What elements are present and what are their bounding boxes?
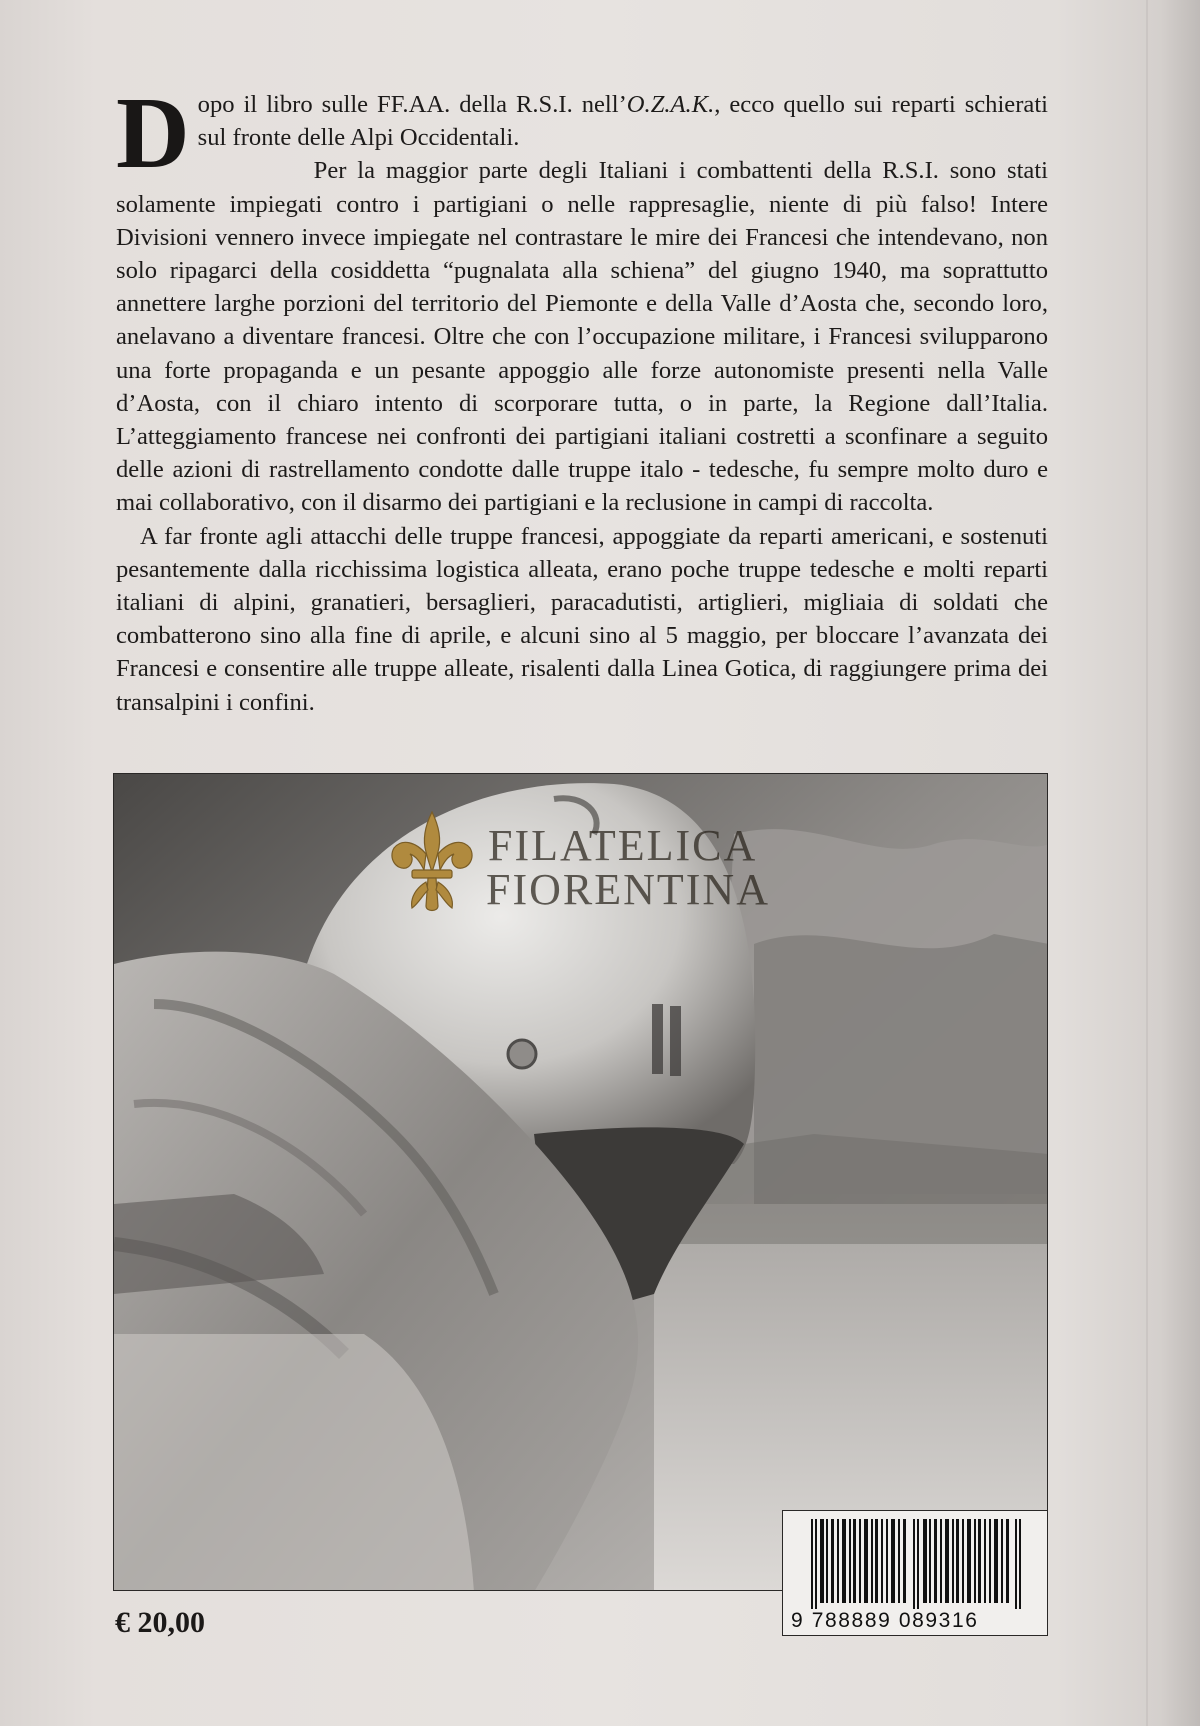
blurb-paragraph-2: Per la maggior parte degli Italiani i combattenti della R.S.I. sono stati solamente impiegati contro i partigiani o nelle rappresaglie, niente di più falso! Intere Divisioni vennero invece impiegate nel contrastare le mire dei Francesi che intendevano, non solo ripagarci della cosiddetta “pugnalata alla schiena” del giugno 1940, ma soprattutto annettere larghe porzioni del territorio del Piemonte e della Valle d’Aosta che, secondo loro, anelavano a diventare francesi. Oltre che con l’occupazione militare, i Francesi svilupparono una forte propaganda e un pesante appoggio alle forze autonomiste presenti nella Valle d’Aosta, con il chiaro intento di scorporare tutta, o in parte, la Regione dall’Italia. L’atteggiamento francese nei confronti dei partigiani italiani costretti a sconfinare a seguito delle azioni di rastrellamento condotte dalle truppe italo - tedesche, fu sempre molto duro e mai collaborativo, con il disarmo dei partigiani e la reclusione in campi di raccolta. [116,157,1048,517]
blurb-paragraph-1 [116,77,1048,190]
watermark-line-1: FILATELICA [488,821,758,870]
blurb-p1-text-b: , ecco quello sui reparti schierati sul fronte delle Alpi Occidentali. [197,91,1048,152]
watermark-line-2: FIORENTINA [486,865,770,914]
barcode-bars [811,1519,1025,1609]
spine-shadow [1160,0,1200,1726]
drop-cap-letter: D [116,77,190,190]
price-label: € 20,00 [115,1606,205,1639]
blurb-p1-italic: O.Z.A.K. [626,91,715,118]
soldier-helmet-photo [113,773,1048,1591]
isbn-digits: 9 788889 089316 [791,1609,979,1632]
blurb-p1-text-a: opo il libro sulle FF.AA. della R.S.I. nell’ [197,91,627,118]
blurb-paragraph-3: A far fronte agli attacchi delle truppe francesi, appoggiate da reparti americani, e sostenuti pesantemente dalla ricchissima logistica alleata, erano poche truppe tedesche e molti reparti italiani di alpini, granatieri, bersaglieri, paracadutisti, artiglieri, migliaia di soldati che combatterono sino alla fine di aprile, e alcuni sino al 5 maggio, per bloccare l’avanzata dei Francesi e consentire alle truppe alleate, risalenti dalla Linea Gotica, di raggiungere prima dei transalpini i confini. [116,522,1048,716]
back-cover-blurb [116,77,1048,719]
cover-fold-line [1146,0,1148,1726]
photo-illustration [114,774,1048,1591]
isbn-barcode [782,1510,1048,1636]
